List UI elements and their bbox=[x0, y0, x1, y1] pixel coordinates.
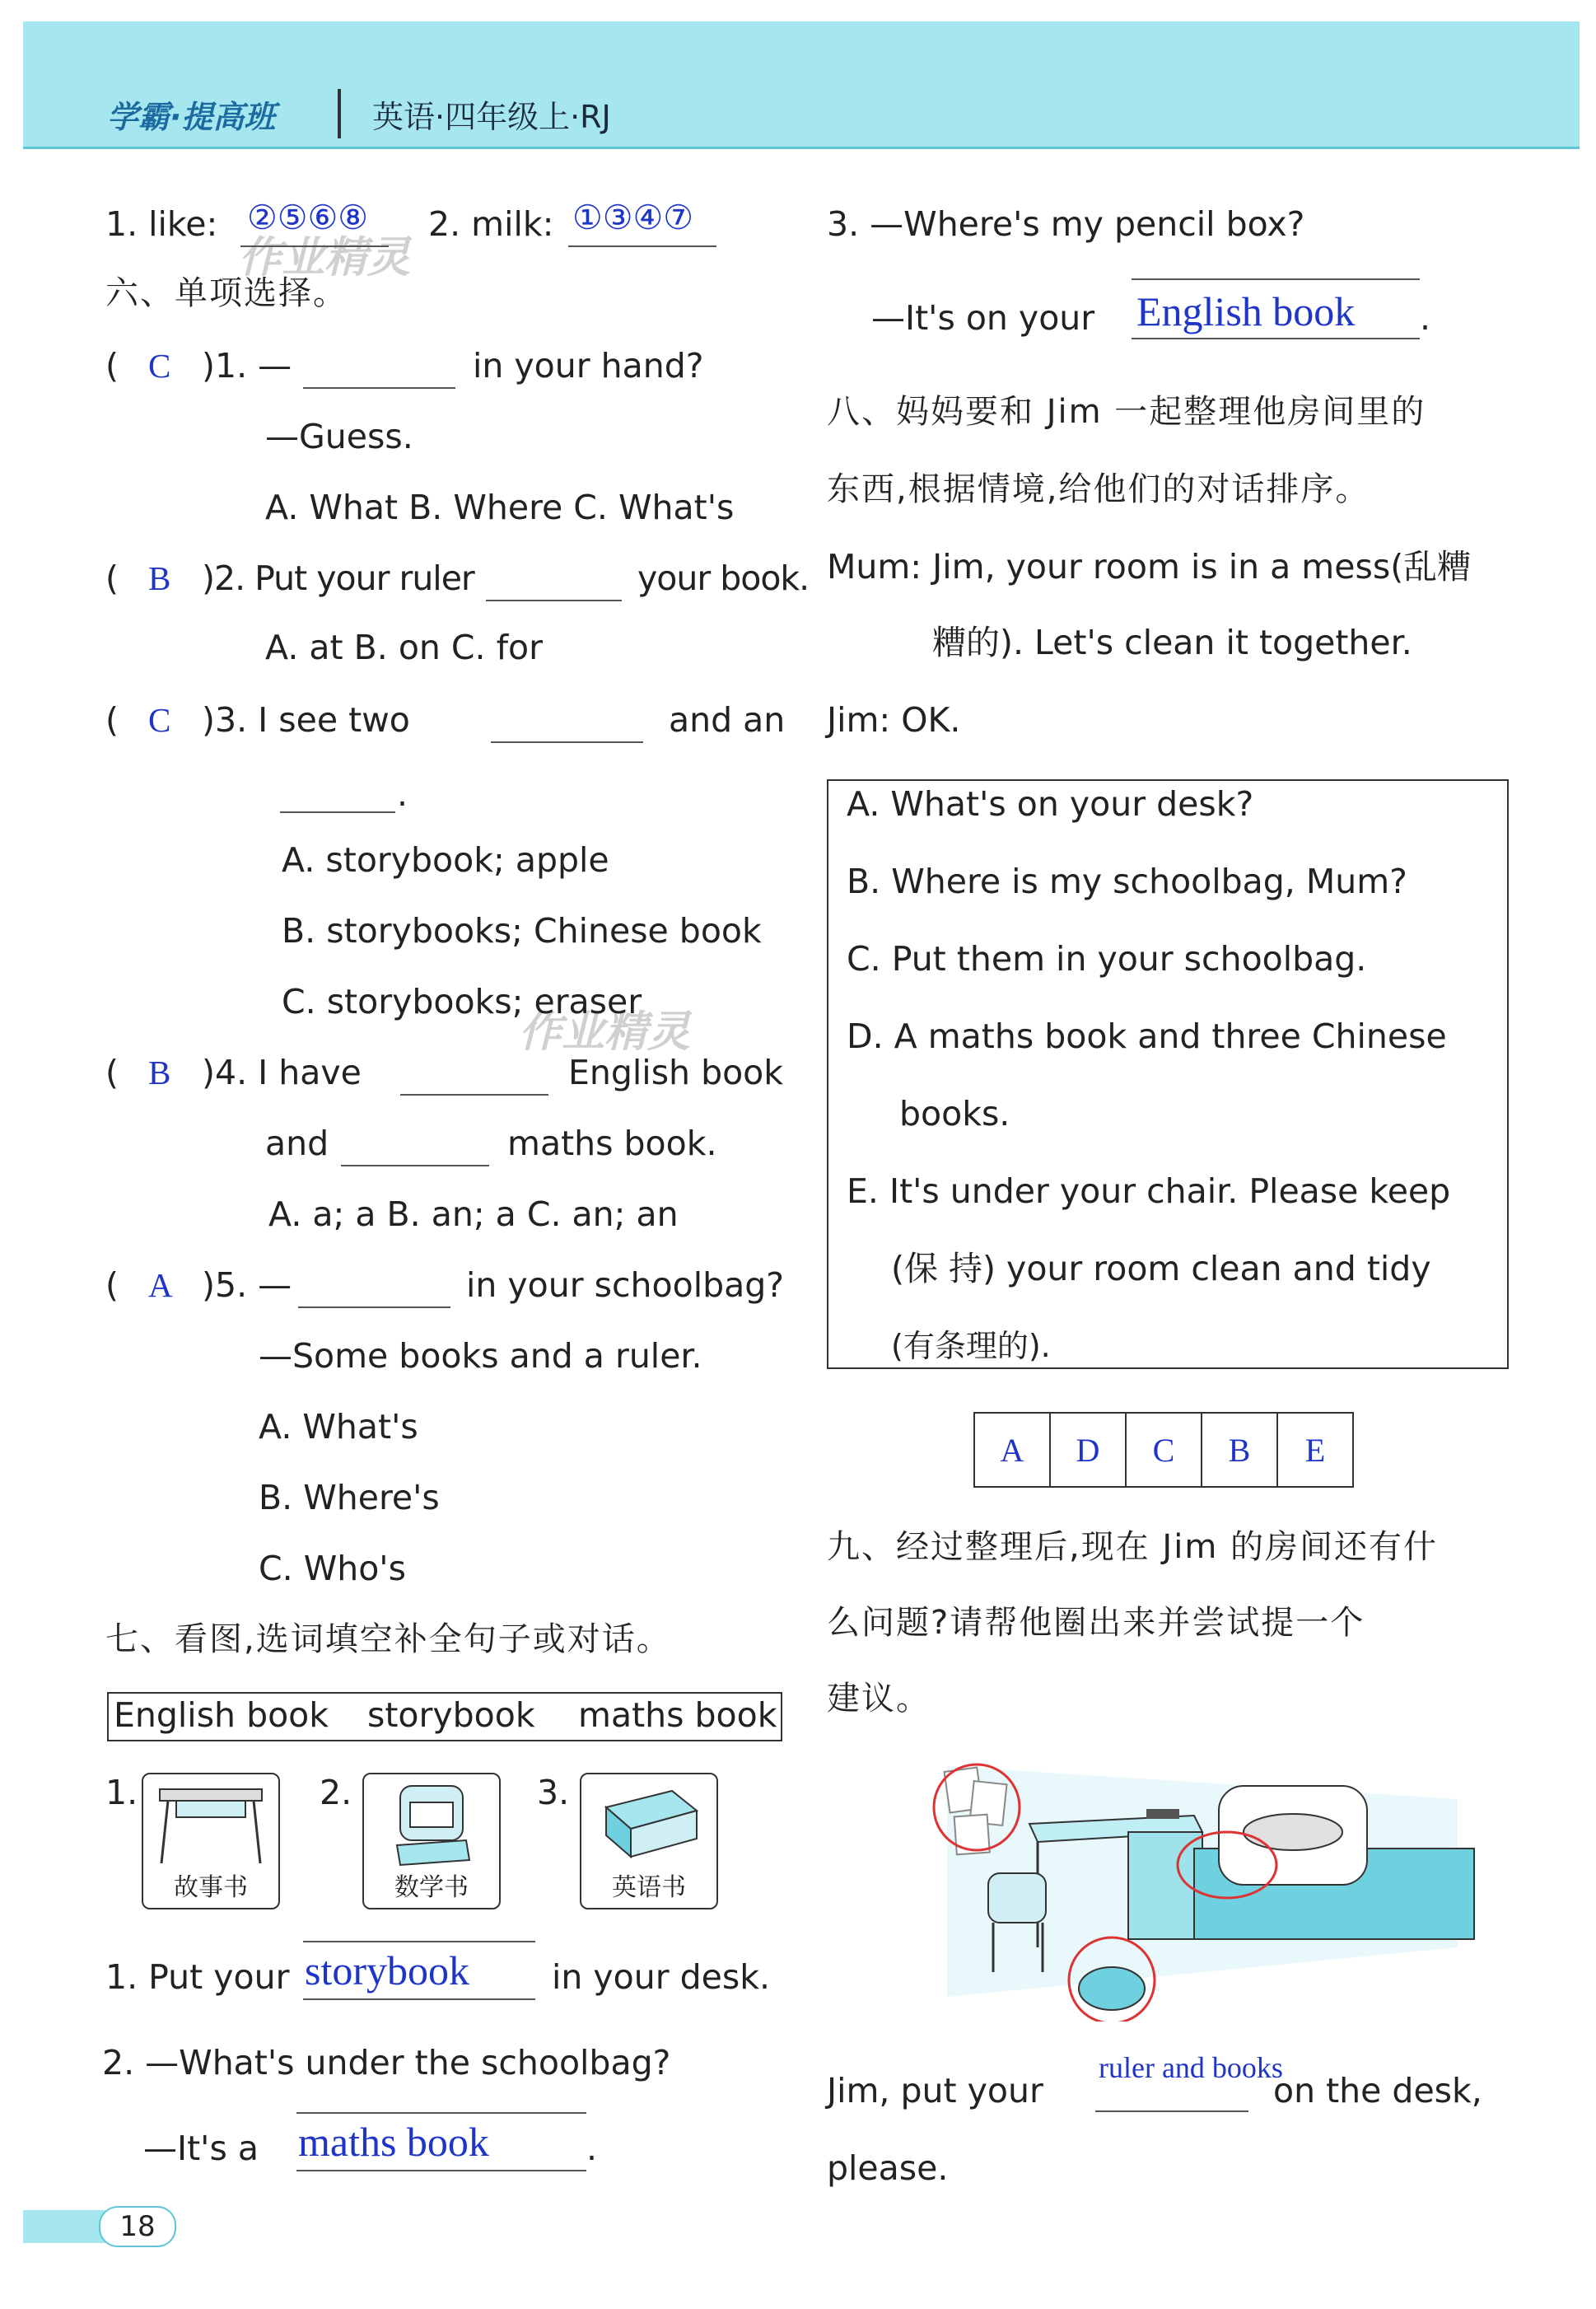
q5-stem2: in your schoolbag? bbox=[466, 1265, 785, 1305]
section9-title-1: 九、经过整理后,现在 Jim 的房间还有什 bbox=[827, 1528, 1439, 1566]
q4-answer: B bbox=[148, 1054, 171, 1091]
paren: ( bbox=[105, 346, 119, 386]
word-storybook: storybook bbox=[367, 1695, 535, 1735]
q2-options: A. at B. on C. for bbox=[265, 628, 543, 667]
caption-storybook: 故事书 bbox=[174, 1873, 248, 1902]
answer-line bbox=[240, 245, 389, 247]
q2-stem2: your book. bbox=[637, 559, 810, 598]
series-title: 学霸·提高班 bbox=[107, 99, 276, 135]
s2-answer: maths book bbox=[298, 2119, 489, 2165]
order-cell-4[interactable]: B bbox=[1202, 1413, 1277, 1487]
s2-pre: —It's a bbox=[143, 2129, 259, 2168]
answer-line bbox=[1095, 2110, 1248, 2112]
blank-line bbox=[303, 387, 455, 389]
q3-answer: C bbox=[148, 701, 171, 739]
q1-stem: )1. — bbox=[202, 346, 292, 386]
order-cell-2[interactable]: D bbox=[1050, 1413, 1126, 1487]
desk-image bbox=[143, 1774, 278, 1873]
option-b: B. Where is my schoolbag, Mum? bbox=[847, 862, 1407, 901]
jim-line: Jim: OK. bbox=[827, 700, 961, 740]
s2-post: . bbox=[586, 2129, 598, 2168]
q5-reply: —Some books and a ruler. bbox=[259, 1336, 702, 1376]
q5-opt-c: C. Who's bbox=[259, 1549, 406, 1588]
blank-line bbox=[298, 1306, 450, 1308]
q3-stem3: . bbox=[397, 774, 408, 814]
item1-label: 1. like: bbox=[105, 204, 218, 244]
watermark: 作业精灵 bbox=[239, 233, 411, 283]
caption-english-book: 英语书 bbox=[612, 1873, 686, 1902]
pic-num: 3. bbox=[537, 1773, 570, 1812]
q5-stem: )5. — bbox=[202, 1265, 292, 1305]
answer-line bbox=[296, 2170, 586, 2171]
header-divider bbox=[338, 89, 341, 138]
q1-answer: C bbox=[148, 347, 171, 385]
paren: ( bbox=[105, 559, 119, 598]
q3-opt-a: A. storybook; apple bbox=[282, 840, 609, 880]
blank-line bbox=[400, 1094, 548, 1096]
picture-maths-book-bag bbox=[362, 1773, 501, 1909]
item2-label: 2. milk: bbox=[428, 204, 554, 244]
item2-answer: ①③④⑦ bbox=[572, 199, 694, 236]
section9-title-2: 么问题?请帮他圈出来并尝试提一个 bbox=[827, 1604, 1365, 1642]
section8-title-2: 东西,根据情境,给他们的对话排序。 bbox=[827, 470, 1370, 508]
s3-question: 3. —Where's my pencil box? bbox=[827, 204, 1305, 244]
caption-maths-book: 数学书 bbox=[394, 1873, 469, 1902]
option-d-cont: books. bbox=[899, 1094, 1010, 1133]
section9-title-3: 建议。 bbox=[827, 1680, 931, 1718]
item1-answer: ②⑤⑥⑧ bbox=[247, 199, 369, 236]
pencil-box-image bbox=[581, 1774, 716, 1873]
s1-pre: 1. Put your bbox=[105, 1957, 290, 1997]
s3-post: . bbox=[1420, 298, 1431, 338]
picture-english-book-box bbox=[580, 1773, 718, 1909]
paren: ( bbox=[105, 1053, 119, 1092]
option-e-cont-1: (保 持) your room clean and tidy bbox=[891, 1249, 1431, 1288]
answer-line bbox=[1132, 338, 1420, 339]
answer-line bbox=[303, 1941, 535, 1942]
pic-num: 2. bbox=[320, 1773, 352, 1812]
picture-storybook-desk bbox=[142, 1773, 280, 1909]
blank-line bbox=[341, 1165, 489, 1166]
q3-stem2: and an bbox=[669, 700, 786, 740]
q5-opt-b: B. Where's bbox=[259, 1478, 440, 1517]
section8-title-1: 八、妈妈要和 Jim 一起整理他房间里的 bbox=[827, 393, 1426, 431]
q4-stem3: and bbox=[265, 1124, 329, 1163]
q3-stem: )3. I see two bbox=[202, 700, 410, 740]
s3-pre: —It's on your bbox=[871, 298, 1095, 338]
q2-answer: B bbox=[148, 559, 171, 597]
q3-opt-c: C. storybooks; eraser bbox=[282, 982, 642, 1021]
s1-answer: storybook bbox=[305, 1947, 469, 1993]
option-a: A. What's on your desk? bbox=[847, 784, 1254, 824]
q1-options: A. What B. Where C. What's bbox=[265, 488, 735, 527]
footer-bar bbox=[23, 2210, 105, 2243]
s9-end: please. bbox=[827, 2148, 949, 2188]
answer-line bbox=[303, 1998, 535, 2000]
header-rule bbox=[23, 147, 1580, 149]
blank-line bbox=[491, 741, 643, 743]
page-number: 18 bbox=[99, 2206, 176, 2247]
answer-line bbox=[568, 245, 716, 247]
room-illustration bbox=[922, 1750, 1499, 2022]
paren: ( bbox=[105, 700, 119, 740]
q3-opt-b: B. storybooks; Chinese book bbox=[282, 911, 762, 951]
blank-line bbox=[280, 811, 395, 813]
q2-stem: )2. Put your ruler bbox=[202, 559, 474, 598]
answer-line bbox=[296, 2112, 586, 2114]
q4-stem2: English book bbox=[568, 1053, 784, 1092]
option-e-cont-2: (有条理的). bbox=[891, 1328, 1051, 1364]
subject-title: 英语·四年级上·RJ bbox=[372, 99, 611, 135]
option-e: E. It's under your chair. Please keep bbox=[847, 1171, 1451, 1211]
mum-line-2: 糟的). Let's clean it together. bbox=[932, 623, 1412, 662]
s9-pre: Jim, put your bbox=[827, 2071, 1043, 2110]
order-cell-5[interactable]: E bbox=[1277, 1413, 1353, 1487]
s9-answer: ruler and books bbox=[1099, 2051, 1283, 2084]
section7-title: 七、看图,选词填空补全句子或对话。 bbox=[105, 1620, 671, 1658]
q4-stem: )4. I have bbox=[202, 1053, 362, 1092]
s1-post: in your desk. bbox=[552, 1957, 771, 1997]
schoolbag-image bbox=[364, 1774, 499, 1873]
s2-question: 2. —What's under the schoolbag? bbox=[102, 2043, 671, 2082]
word-maths-book: maths book bbox=[578, 1695, 777, 1735]
mum-line-1: Mum: Jim, your room is in a mess(乱糟 bbox=[827, 547, 1472, 587]
section6-title: 六、单项选择。 bbox=[105, 274, 348, 312]
q4-options: A. a; a B. an; a C. an; an bbox=[268, 1194, 679, 1234]
s9-post: on the desk, bbox=[1273, 2071, 1482, 2110]
answer-line bbox=[1132, 278, 1420, 280]
order-cell-3[interactable]: C bbox=[1126, 1413, 1202, 1487]
q5-opt-a: A. What's bbox=[259, 1407, 418, 1447]
q5-answer: A bbox=[148, 1266, 173, 1304]
s3-answer: English book bbox=[1136, 288, 1356, 334]
option-c: C. Put them in your schoolbag. bbox=[847, 939, 1367, 979]
paren: ( bbox=[105, 1265, 119, 1305]
q4-stem4: maths book. bbox=[507, 1124, 717, 1163]
q1-reply: —Guess. bbox=[265, 417, 413, 456]
order-table bbox=[973, 1412, 1354, 1488]
order-cell-1[interactable]: A bbox=[974, 1413, 1050, 1487]
watermark: 作业精灵 bbox=[519, 1007, 691, 1057]
option-d: D. A maths book and three Chinese bbox=[847, 1017, 1447, 1056]
blank-line bbox=[486, 600, 622, 601]
q1-stem2: in your hand? bbox=[473, 346, 704, 386]
word-english-book: English book bbox=[114, 1695, 329, 1735]
pic-num: 1. bbox=[105, 1773, 138, 1812]
